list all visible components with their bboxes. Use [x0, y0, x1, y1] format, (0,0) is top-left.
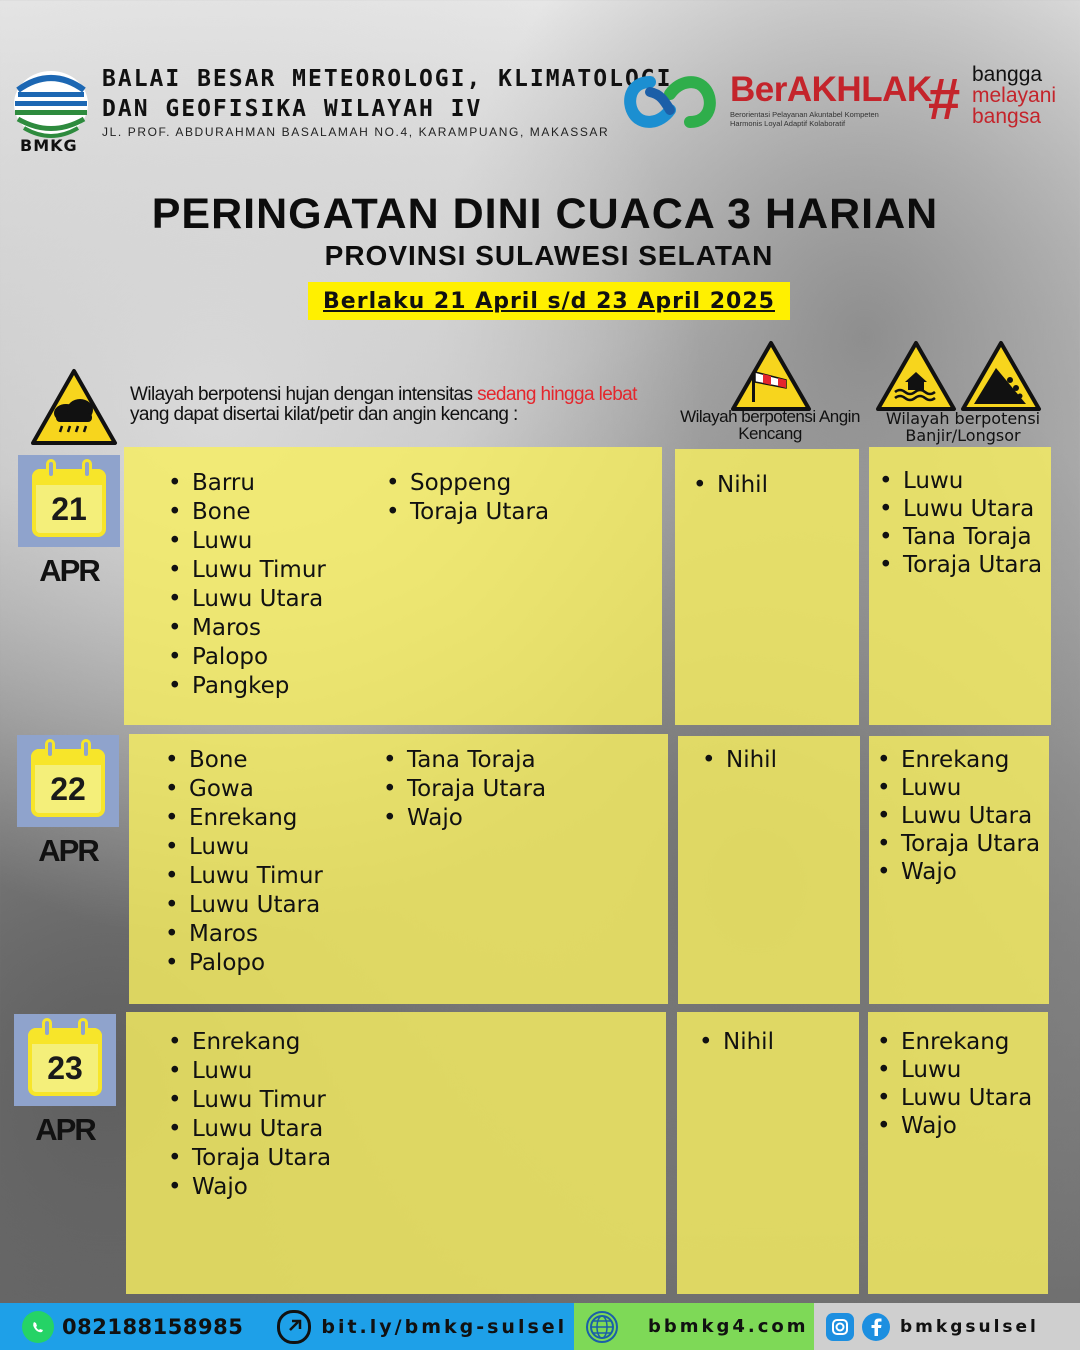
region-list-item: • Enrekang — [877, 1028, 1032, 1056]
rain-list-day1-col2 — [386, 469, 549, 527]
region-list-item: • Luwu Utara — [877, 802, 1040, 830]
org-address: JL. PROF. ABDURAHMAN BASALAMAH NO.4, KARAMPUANG, MAKASSAR — [102, 125, 610, 139]
region-list-item: • Toraja Utara — [879, 551, 1042, 579]
rain-panel-day2 — [129, 734, 668, 1004]
windsock-warning-icon — [730, 340, 812, 412]
flood-list-day2 — [877, 746, 1040, 886]
region-list-item: • Luwu Timur — [165, 862, 323, 891]
region-list-item: • Toraja Utara — [877, 830, 1040, 858]
region-list-item: • Wajo — [877, 1112, 1032, 1140]
region-list-item: • Enrekang — [168, 1028, 331, 1057]
link-icon[interactable] — [277, 1310, 311, 1344]
rain-list-day2-col1 — [165, 746, 323, 978]
berakhlak-logo — [730, 70, 932, 128]
heavy-rain-warning-icon — [30, 368, 118, 446]
footer-contact-segment — [0, 1303, 574, 1350]
rain-header-suffix: yang dapat disertai kilat/petir dan angin kencang : — [130, 404, 518, 425]
region-list-item: • Wajo — [877, 858, 1040, 886]
globe-icon[interactable] — [586, 1311, 618, 1343]
rain-header-prefix: Wilayah berpotensi hujan dengan intensitas — [130, 384, 478, 405]
calendar-icon — [17, 735, 119, 827]
region-list-item: • Soppeng — [386, 469, 549, 498]
bangga-word-3: bangsa — [972, 105, 1041, 128]
flood-list-day1 — [879, 467, 1042, 579]
region-list-item: • Bone — [165, 746, 323, 775]
rain-list-day3-col1 — [168, 1028, 331, 1202]
berakhlak-sub2: Harmonis Loyal Adaptif Kolaboratif — [730, 119, 846, 128]
date-month: APR — [38, 833, 98, 868]
region-list-item: • Enrekang — [165, 804, 323, 833]
region-list-item: • Luwu — [877, 774, 1040, 802]
berakhlak-word: BerAKHLAK — [730, 70, 932, 109]
footer-website[interactable]: bbmkg4.com — [648, 1316, 809, 1337]
whatsapp-icon[interactable] — [22, 1311, 54, 1343]
wind-panel-day2 — [678, 736, 860, 1004]
region-list-item: • Luwu Timur — [168, 1086, 331, 1115]
region-list-item: • Tana Toraja — [879, 523, 1042, 551]
rain-column-header — [130, 385, 650, 425]
region-list-item: • Luwu — [877, 1056, 1032, 1084]
date-day: 23 — [47, 1050, 83, 1086]
region-list-item: • Luwu — [165, 833, 323, 862]
rain-header-intensity: sedang hingga lebat — [477, 384, 637, 405]
wind-list-day3 — [699, 1028, 774, 1057]
region-list-item: • Luwu — [168, 1057, 331, 1086]
region-list-item: • Nihil — [699, 1028, 774, 1057]
region-list-item: • Maros — [165, 920, 323, 949]
region-list-item: • Nihil — [693, 471, 768, 500]
bangga-word-2: melayani — [972, 84, 1057, 107]
region-list-item: • Maros — [168, 614, 326, 643]
infinity-loop-logo-icon — [620, 70, 720, 134]
wind-list-day1 — [693, 471, 768, 500]
region-list-item: • Wajo — [168, 1173, 331, 1202]
bmkg-logo-text: BMKG — [20, 136, 78, 155]
org-name-line2: DAN GEOFISIKA WILAYAH IV — [102, 96, 483, 122]
org-name-line1: BALAI BESAR METEOROLOGI, KLIMATOLOGI, — [102, 66, 689, 92]
region-list-item: • Pangkep — [168, 672, 326, 701]
flood-list-day3 — [877, 1028, 1032, 1140]
calendar-icon — [14, 1014, 116, 1106]
wind-list-day2 — [702, 746, 777, 775]
rain-panel-day1 — [124, 447, 662, 725]
flood-column-header: Wilayah berpotensi Banjir/Longsor — [885, 409, 1041, 445]
date-month: APR — [35, 1112, 95, 1147]
region-list-item: • Luwu Utara — [165, 891, 323, 920]
region-list-item: • Luwu — [168, 527, 326, 556]
footer-phone[interactable]: 082188158985 — [62, 1314, 244, 1339]
region-list-item: • Nihil — [702, 746, 777, 775]
landslide-warning-icon — [960, 340, 1042, 412]
region-list-item: • Luwu Utara — [168, 1115, 331, 1144]
flood-panel-day1 — [869, 447, 1051, 725]
region-list-item: • Palopo — [168, 643, 326, 672]
date-day: 21 — [51, 491, 87, 527]
flood-warning-icon — [875, 340, 957, 412]
footer-social-segment — [814, 1303, 1080, 1350]
footer-social[interactable]: bmkgsulsel — [900, 1316, 1039, 1337]
footer-bar — [0, 1303, 1080, 1350]
footer-website-segment — [574, 1303, 814, 1350]
flood-panel-day3 — [868, 1012, 1048, 1294]
rain-list-day1-col1 — [168, 469, 326, 701]
date-month: APR — [39, 553, 99, 588]
region-list-item: • Bone — [168, 498, 326, 527]
instagram-icon[interactable] — [826, 1313, 854, 1341]
region-list-item: • Enrekang — [877, 746, 1040, 774]
region-list-item: • Luwu — [879, 467, 1042, 495]
region-list-item: • Gowa — [165, 775, 323, 804]
region-list-item: • Barru — [168, 469, 326, 498]
calendar-icon — [18, 455, 120, 547]
region-list-item: • Toraja Utara — [168, 1144, 331, 1173]
region-list-item: • Toraja Utara — [386, 498, 549, 527]
region-list-item: • Tana Toraja — [383, 746, 546, 775]
bangga-word-1: bangga — [972, 63, 1043, 86]
bangga-hash: # — [928, 67, 961, 132]
wind-panel-day3 — [677, 1012, 859, 1294]
region-list-item: • Luwu Utara — [877, 1084, 1032, 1112]
rain-list-day2-col2 — [383, 746, 546, 833]
region-list-item: • Luwu Utara — [168, 585, 326, 614]
rain-panel-day3 — [126, 1012, 666, 1294]
date-day: 22 — [50, 771, 86, 807]
facebook-icon[interactable] — [862, 1313, 890, 1341]
region-list-item: • Luwu Timur — [168, 556, 326, 585]
flood-panel-day2 — [869, 736, 1049, 1004]
berakhlak-sub1: Berorientasi Pelayanan Akuntabel Kompeten — [730, 110, 879, 119]
wind-panel-day1 — [675, 449, 859, 725]
region-list-item: • Toraja Utara — [383, 775, 546, 804]
region-list-item: • Luwu Utara — [879, 495, 1042, 523]
page-subtitle: PROVINSI SULAWESI SELATAN — [324, 240, 774, 271]
page-title: PERINGATAN DINI CUACA 3 HARIAN — [151, 190, 939, 238]
region-list-item: • Wajo — [383, 804, 546, 833]
wind-column-header: Wilayah berpotensi Angin Kencang — [680, 407, 860, 443]
validity-banner: Berlaku 21 April s/d 23 April 2025 — [308, 282, 790, 320]
footer-link[interactable]: bit.ly/bmkg-sulsel — [321, 1315, 568, 1338]
region-list-item: • Palopo — [165, 949, 323, 978]
